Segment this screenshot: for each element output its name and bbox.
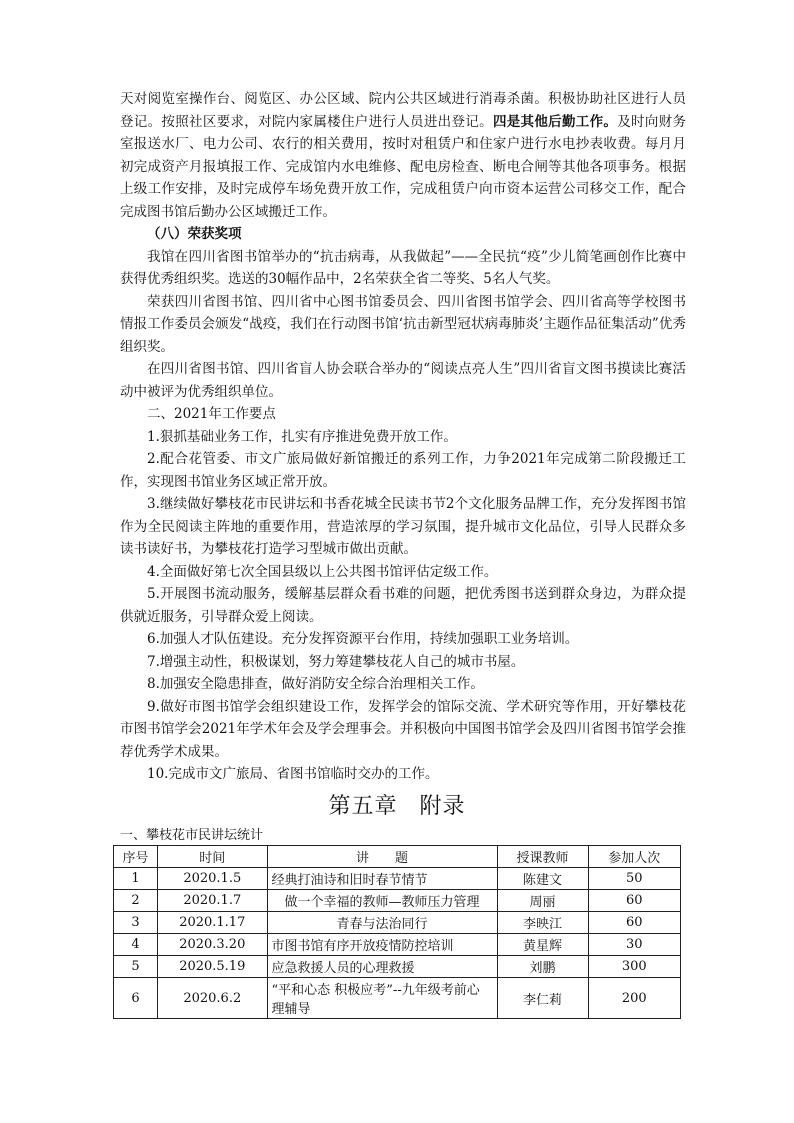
cell-date: 2020.1.5 xyxy=(158,868,267,890)
chapter-title xyxy=(0,789,794,820)
cell-attendance: 50 xyxy=(588,868,680,890)
cell-index: 6 xyxy=(114,978,158,1019)
cell-index: 5 xyxy=(114,956,158,978)
cell-index: 2 xyxy=(114,890,158,912)
column-header: 授课教师 xyxy=(497,846,588,868)
list-item: 4.全面做好第七次全国县级以上公共图书馆评估定级工作。 xyxy=(147,563,498,580)
cell-teacher: 李仁莉 xyxy=(497,978,588,1019)
cell-index: 1 xyxy=(114,868,158,890)
list-item: 3.继续做好攀枝花市民讲坛和书香花城全民读书节2个文化服务品牌工作，充分发挥图书馆作为全民阅读主阵地的重要作用，营造浓厚的学习氛围，提升城市文化品位，引导人民群众多读书读好书，为攀枝花打造学习型城市做出贡献。 xyxy=(120,496,686,557)
lecture-table xyxy=(113,845,681,1019)
column-header: 序号 xyxy=(114,846,158,868)
list-item: 8.加强安全隐患排查，做好消防安全综合治理相关工作。 xyxy=(147,676,484,692)
cell-attendance: 60 xyxy=(588,912,680,934)
table-row xyxy=(114,956,681,978)
list-item: 7.增强主动性，积极谋划，努力筹建攀枝花人自己的城市书屋。 xyxy=(147,653,525,670)
chapter-number: 第五章 xyxy=(328,794,398,819)
table-row xyxy=(114,978,681,1019)
list-item: 5.开展图书流动服务，缓解基层群众看书难的问题，把优秀图书送到群众身边，为群众提供就近服务，引导群众爱上阅读。 xyxy=(120,586,686,625)
cell-date: 2020.3.20 xyxy=(158,934,267,956)
column-header: 时间 xyxy=(158,846,267,868)
body-text xyxy=(120,88,686,786)
paragraph-award-3: 在四川省图书馆、四川省盲人协会联合举办的“阅读点亮人生”四川省盲文图书摸读比赛活动中被评为优秀组织单位。 xyxy=(120,361,686,400)
cell-attendance: 300 xyxy=(588,956,680,978)
list-item: 9.做好市图书馆学会组织建设工作，发挥学会的馆际交流、学术研究等作用，开好攀枝花市图书馆学会2021年学术年会及学会理事会。并积极向中国图书馆学会及四川省图书馆学会推荐优秀学术成果。 xyxy=(120,698,686,760)
list-item: 1.狠抓基础业务工作，扎实有序推进免费开放工作。 xyxy=(147,428,457,445)
cell-topic: 做一个幸福的教师—教师压力管理 xyxy=(267,890,497,912)
cell-teacher: 陈建文 xyxy=(497,868,588,890)
cell-index: 4 xyxy=(114,934,158,956)
table-header-row xyxy=(114,846,681,868)
cell-date: 2020.5.19 xyxy=(158,956,267,978)
subsection-title: 一、攀枝花市民讲坛统计 xyxy=(120,828,264,843)
cell-teacher: 黄星辉 xyxy=(497,934,588,956)
cell-topic: 青春与法治同行 xyxy=(267,912,497,934)
cell-topic: 市图书馆有序开放疫情防控培训 xyxy=(267,934,497,956)
cell-teacher: 李映江 xyxy=(497,912,588,934)
section-heading-2021: 二、2021年工作要点 xyxy=(147,406,276,422)
cell-teacher: 刘鹏 xyxy=(497,956,588,978)
paragraph-logistics xyxy=(120,88,686,223)
section-heading-awards: （八）荣获奖项 xyxy=(147,226,242,242)
chapter-name: 附录 xyxy=(419,794,466,819)
cell-date: 2020.6.2 xyxy=(158,978,267,1019)
paragraph-award-2: 荣获四川省图书馆、四川省中心图书馆委员会、四川省图书馆学会、四川省高等学校图书情报工作委员会颁发“战疫，我们在行动图书馆‘抗击新型冠状病毒肺炎’主题作品征集活动”优秀组织奖。 xyxy=(120,293,686,355)
column-header: 讲 题 xyxy=(267,846,497,868)
table-row xyxy=(114,890,681,912)
cell-topic: “平和心态 积极应考”--九年级考前心理辅导 xyxy=(267,978,497,1019)
paragraph-award-1: 我馆在四川省图书馆举办的“抗击病毒，从我做起”——全民抗“疫”少儿简笔画创作比赛中获得优秀组织奖。选送的30幅作品中，2名荣获全省二等奖、5名人气奖。 xyxy=(120,248,686,287)
table-row xyxy=(114,934,681,956)
list-item: 6.加强人才队伍建设。充分发挥资源平台作用，持续加强职工业务培训。 xyxy=(147,631,579,647)
cell-attendance: 200 xyxy=(588,978,680,1019)
cell-topic: 经典打油诗和旧时春节情节 xyxy=(267,868,497,890)
cell-index: 3 xyxy=(114,912,158,934)
cell-topic: 应急救援人员的心理救援 xyxy=(267,956,497,978)
cell-date: 2020.1.7 xyxy=(158,890,267,912)
column-header: 参加人次 xyxy=(588,846,680,868)
logistics-text-a: 天对阅览室操作台、阅览区、办公区域、院内公共区域进行消毒杀菌。积极协助社区进行人员登记。按照社区要求，对院内家属楼住户进行人员进出登记。 xyxy=(120,91,686,130)
cell-attendance: 30 xyxy=(588,934,680,956)
cell-attendance: 60 xyxy=(588,890,680,912)
cell-teacher: 周丽 xyxy=(497,890,588,912)
logistics-bold-lead: 四是其他后勤工作。 xyxy=(492,113,618,130)
cell-date: 2020.1.17 xyxy=(158,912,267,934)
table-row xyxy=(114,912,681,934)
list-item: 2.配合花管委、市文广旅局做好新馆搬迁的系列工作，力争2021年完成第二阶段搬迁工作，实现图书馆业务区域正常开放。 xyxy=(120,451,686,490)
logistics-text-b: 及时向财务室报送水厂、电力公司、农行的相关费用，按时对租赁户和住家户进行水电抄表收费。每月月初完成资产月报填报工作、完成馆内水电维修、配电房检查、断电合闸等其他各项事务。根据上级工作安排，及时完成停车场免费开放工作，完成租赁户向市资本运营公司移交工作，配合完成图书馆后勤办公区域搬迁工作。 xyxy=(120,113,686,220)
list-item: 10.完成市文广旅局、省图书馆临时交办的工作。 xyxy=(147,766,439,782)
table-row xyxy=(114,868,681,890)
